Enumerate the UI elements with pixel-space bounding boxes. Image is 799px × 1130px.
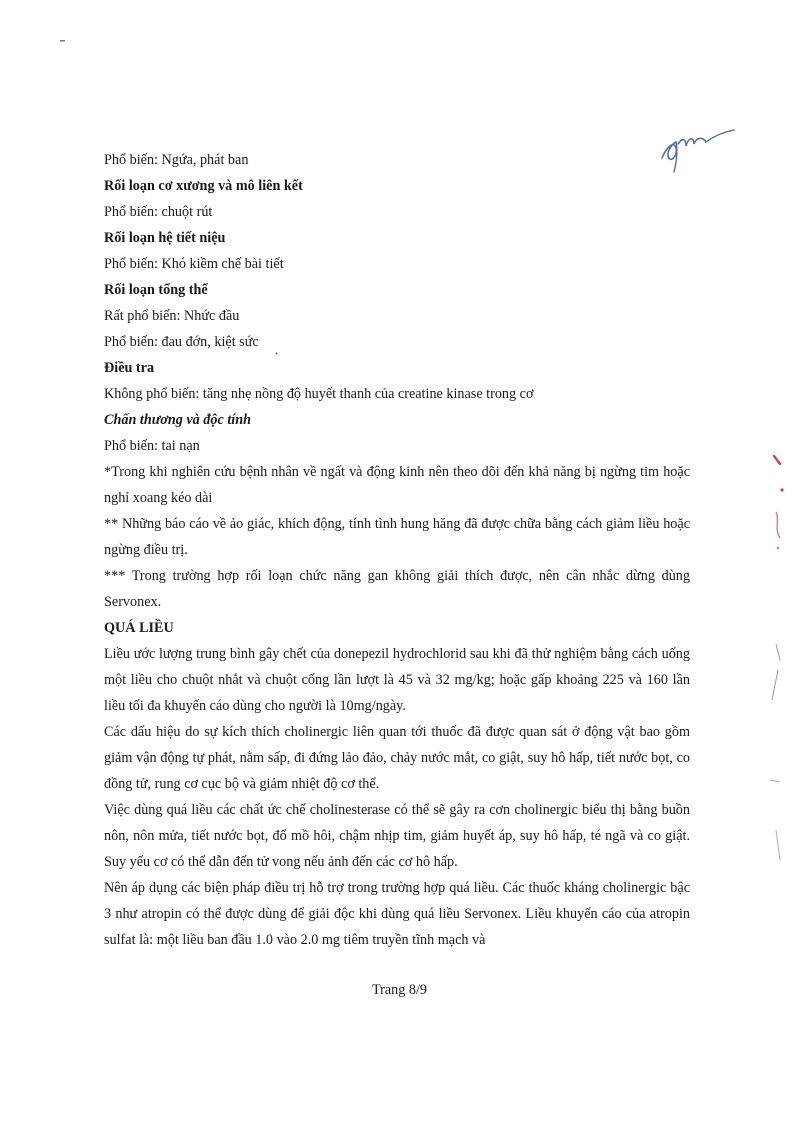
side-effect-line: Phổ biến: Khó kiềm chế bài tiết <box>104 256 284 272</box>
document-body <box>104 147 690 953</box>
side-effect-line: Phổ biến: tai nạn <box>104 438 200 454</box>
footnote: *Trong khi nghiên cứu bệnh nhân về ngất và động kinh nên theo dõi đến khả năng bị ngừng tim hoặc nghỉ xoang kéo dài <box>104 464 690 506</box>
overdose-paragraph: Việc dùng quá liều các chất ức chế cholinesterase có thể sẽ gây ra cơn cholinergic biểu thị bằng buồn nôn, nôn mửa, tiết nước bọt, đổ mồ hôi, chậm nhịp tim, giảm huyết áp, suy hô hấp, té ngã và co giật. Suy yếu cơ có thể dẫn đến tử vong nếu ảnh đến các cơ hô hấp. <box>104 802 690 870</box>
section-heading: Rối loạn tổng thể <box>104 282 208 298</box>
section-heading: Điều tra <box>104 360 155 376</box>
side-effect-line: Phổ biến: chuột rút <box>104 204 213 220</box>
footnote: *** Trong trường hợp rối loạn chức năng gan không giải thích được, nên cân nhắc dừng dùng Servonex. <box>104 568 690 610</box>
section-heading: Rối loạn cơ xương và mô liên kết <box>104 178 303 194</box>
side-effect-line: Rất phổ biến: Nhức đầu <box>104 308 240 324</box>
scan-speck <box>60 40 66 43</box>
side-effect-line: Phổ biến: Ngứa, phát ban <box>104 152 249 168</box>
overdose-heading: QUÁ LIỀU <box>104 620 174 636</box>
footnote: ** Những báo cáo về ảo giác, khích động, tính tình hung hăng đã được chữa bằng cách giảm liều hoặc ngừng điều trị. <box>104 516 690 558</box>
section-heading: Rối loạn hệ tiết niệu <box>104 230 226 246</box>
side-effect-line: Không phổ biến: tăng nhẹ nồng độ huyết thanh của creatine kinase trong cơ <box>104 386 534 402</box>
section-heading: Chấn thương và độc tính <box>104 412 251 428</box>
page-number: Trang 8/9 <box>371 982 428 998</box>
side-effect-line: Phổ biến: đau đớn, kiệt sức <box>104 334 259 350</box>
overdose-paragraph: Nên áp dụng các biện pháp điều trị hỗ trợ trong trường hợp quá liều. Các thuốc kháng cholinergic bậc 3 như atropin có thể được dùng để giải độc khi dùng quá liều Servonex. Liều khuyến cáo của atropin sulfat là: một liều ban đầu 1.0 vào 2.0 mg tiêm truyền tĩnh mạch và <box>104 880 690 948</box>
scan-edge-marks <box>766 640 786 870</box>
overdose-paragraph: Các dấu hiệu do sự kích thích cholinergic liên quan tới thuốc đã được quan sát ở động vật bao gồm giảm vận động tự phát, nằm sấp, đi đứng lảo đảo, chảy nước mắt, co giật, suy hô hấp, tiết nước bọt, co đồng tử, rung cơ cục bộ và giảm nhiệt độ cơ thể. <box>104 724 690 792</box>
overdose-paragraph: Liều ước lượng trung bình gây chết của donepezil hydrochlorid sau khi đã thử nghiệm bằng cách uống một liều cho chuột nhắt và chuột cống lần lượt là 45 và 32 mg/kg; hoặc gấp khoảng 225 và 160 lần liều tối đa khuyến cáo dùng cho người là 10mg/ngày. <box>104 646 690 714</box>
stamp-fragment <box>770 450 788 560</box>
